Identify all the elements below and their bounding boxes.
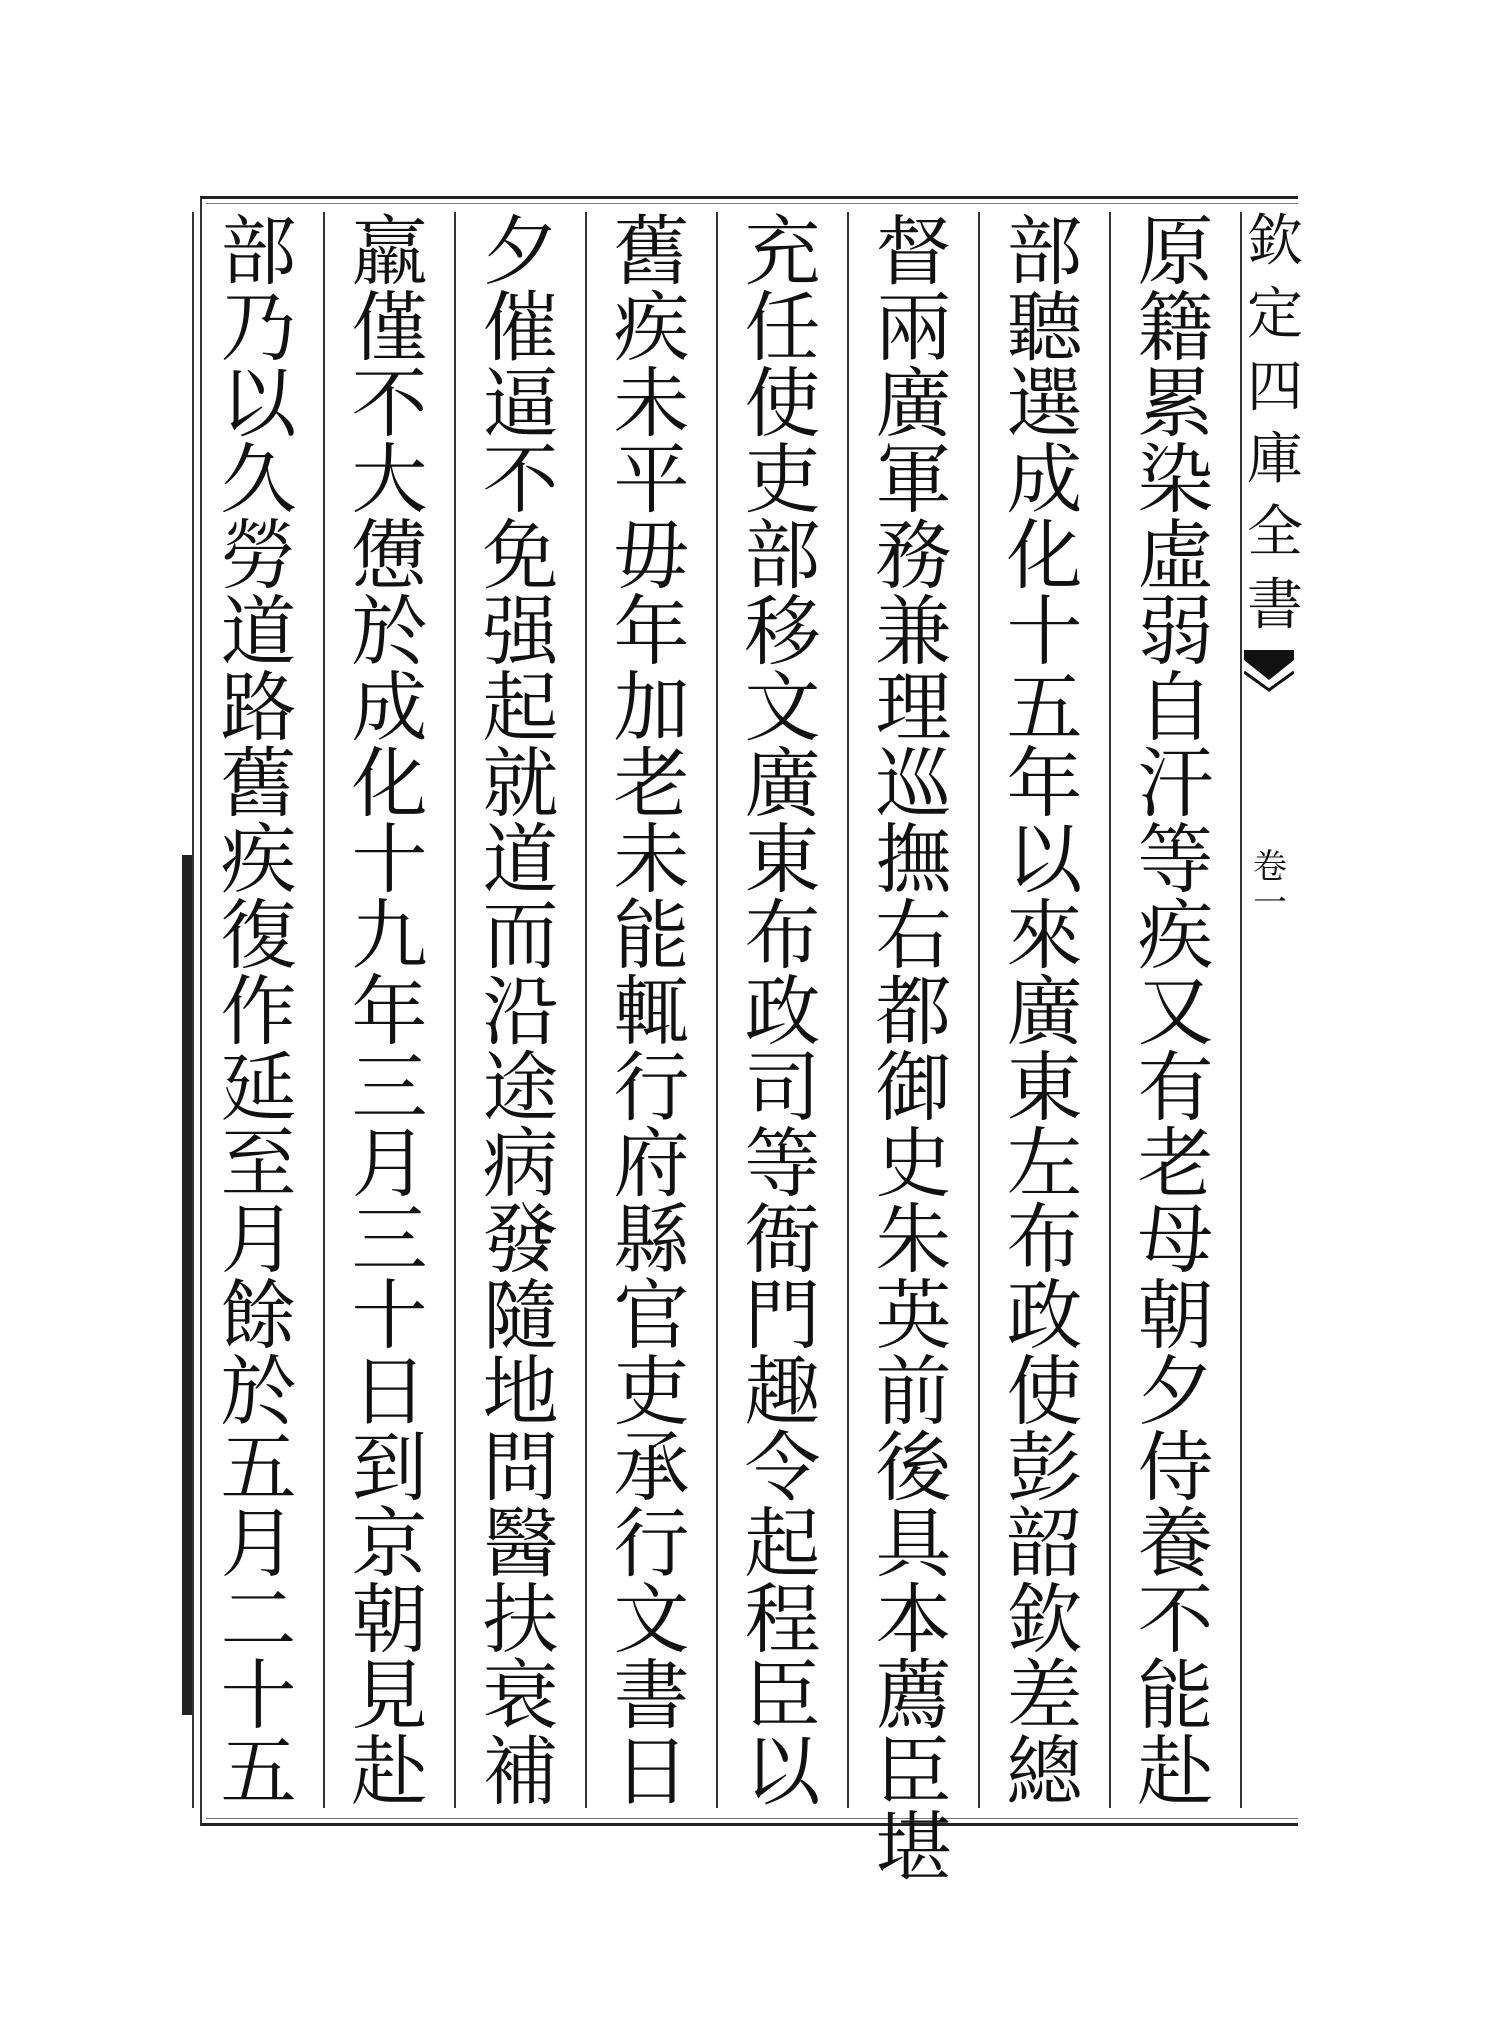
text-char: 大	[351, 435, 428, 524]
text-char: 未	[613, 815, 690, 904]
text-char: 五	[220, 1727, 297, 1816]
text-char: 於	[220, 1347, 297, 1436]
text-char: 都	[875, 967, 952, 1056]
text-char: 能	[613, 891, 690, 980]
text-char: 五	[1006, 663, 1083, 752]
text-char: 右	[875, 891, 952, 980]
text-char: 三	[351, 1043, 428, 1132]
text-char: 文	[613, 1575, 690, 1664]
text-char: 免	[482, 511, 559, 600]
text-char: 三	[351, 1195, 428, 1284]
text-char: 布	[744, 891, 821, 980]
column-rule	[1240, 212, 1242, 1808]
text-char: 弱	[1137, 587, 1214, 676]
text-char: 起	[744, 1499, 821, 1588]
text-char: 地	[482, 1347, 559, 1436]
text-char: 餘	[220, 1271, 297, 1360]
text-char: 等	[744, 1119, 821, 1208]
text-char: 成	[1006, 435, 1083, 524]
text-char: 月	[220, 1195, 297, 1284]
text-char: 疾	[613, 283, 690, 372]
text-char: 染	[1137, 435, 1214, 524]
text-char: 自	[1137, 663, 1214, 752]
text-char: 任	[744, 283, 821, 372]
text-column	[332, 207, 448, 1816]
text-char: 未	[613, 359, 690, 448]
text-char: 催	[482, 283, 559, 372]
text-char: 部	[220, 207, 297, 296]
text-char: 差	[1006, 1651, 1083, 1740]
text-char: 見	[351, 1651, 428, 1740]
text-char: 隨	[482, 1271, 559, 1360]
text-char: 赴	[1137, 1727, 1214, 1816]
juan-number	[1250, 847, 1290, 923]
text-char: 道	[482, 815, 559, 904]
text-column	[1118, 207, 1234, 1816]
text-char: 補	[482, 1727, 559, 1816]
text-char: 官	[613, 1271, 690, 1360]
text-char: 就	[482, 739, 559, 828]
text-char: 作	[220, 967, 297, 1056]
text-column	[463, 207, 579, 1816]
text-char: 門	[744, 1271, 821, 1360]
text-char: 御	[875, 1043, 952, 1132]
text-char: 汗	[1137, 739, 1214, 828]
text-char: 令	[744, 1423, 821, 1512]
text-char: 司	[744, 1043, 821, 1132]
text-char: 臣	[744, 1651, 821, 1740]
text-char: 前	[875, 1347, 952, 1436]
text-char: 僅	[351, 283, 428, 372]
column-rule	[978, 212, 980, 1808]
column-rule	[847, 212, 849, 1808]
text-char: 年	[351, 967, 428, 1056]
text-char: 彭	[1006, 1423, 1083, 1512]
text-char: 輒	[613, 967, 690, 1056]
text-char: 吏	[613, 1347, 690, 1436]
text-char: 久	[220, 435, 297, 524]
text-char: 不	[351, 359, 428, 448]
text-char: 臣	[875, 1727, 952, 1816]
text-char: 舊	[613, 207, 690, 296]
text-char: 籍	[1137, 283, 1214, 372]
text-char: 道	[220, 587, 297, 676]
text-char: 史	[875, 1119, 952, 1208]
text-column	[594, 207, 710, 1816]
text-char: 朱	[875, 1195, 952, 1284]
text-char: 能	[1137, 1651, 1214, 1740]
text-char: 而	[482, 891, 559, 980]
title-char: 全	[1247, 500, 1303, 566]
text-char: 憊	[351, 511, 428, 600]
text-char: 沿	[482, 967, 559, 1056]
text-char: 來	[1006, 891, 1083, 980]
text-char: 巡	[875, 739, 952, 828]
text-char: 侍	[1137, 1423, 1214, 1512]
title-char: 四	[1247, 354, 1303, 420]
text-char: 羸	[351, 207, 428, 296]
text-char: 京	[351, 1499, 428, 1588]
text-char: 東	[744, 815, 821, 904]
column-rule	[192, 212, 194, 1808]
juan-char: 一	[1253, 882, 1287, 923]
column-rule	[454, 212, 456, 1808]
text-char: 老	[1137, 1119, 1214, 1208]
text-column	[856, 207, 972, 1892]
text-char: 總	[1006, 1727, 1083, 1816]
text-char: 聽	[1006, 283, 1083, 372]
text-char: 不	[1137, 1575, 1214, 1664]
text-char: 平	[613, 435, 690, 524]
text-char: 逼	[482, 359, 559, 448]
text-char: 廣	[875, 359, 952, 448]
text-char: 廣	[744, 739, 821, 828]
column-rule	[585, 212, 587, 1808]
text-char: 朝	[1137, 1271, 1214, 1360]
text-char: 理	[875, 663, 952, 752]
text-char: 毋	[613, 511, 690, 600]
text-char: 朝	[351, 1575, 428, 1664]
text-char: 衰	[482, 1651, 559, 1740]
text-char: 累	[1137, 359, 1214, 448]
text-char: 布	[1006, 1195, 1083, 1284]
text-char: 軍	[875, 435, 952, 524]
text-char: 老	[613, 739, 690, 828]
text-char: 縣	[613, 1195, 690, 1284]
text-char: 病	[482, 1119, 559, 1208]
text-char: 疾	[220, 815, 297, 904]
text-char: 後	[875, 1423, 952, 1512]
text-char: 養	[1137, 1499, 1214, 1588]
text-char: 十	[1006, 587, 1083, 676]
text-char: 於	[351, 587, 428, 676]
text-column	[725, 207, 841, 1816]
text-char: 移	[744, 587, 821, 676]
text-char: 政	[744, 967, 821, 1056]
text-char: 乃	[220, 283, 297, 372]
text-char: 母	[1137, 1195, 1214, 1284]
text-char: 勞	[220, 511, 297, 600]
text-char: 九	[351, 891, 428, 980]
text-char: 舊	[220, 739, 297, 828]
text-char: 堪	[875, 1803, 952, 1892]
text-char: 使	[1006, 1347, 1083, 1436]
text-char: 具	[875, 1499, 952, 1588]
text-char: 到	[351, 1423, 428, 1512]
text-char: 扶	[482, 1575, 559, 1664]
text-column	[201, 207, 317, 1816]
text-char: 以	[1006, 815, 1083, 904]
fish-tail-mark-icon	[1244, 650, 1294, 700]
text-char: 充	[744, 207, 821, 296]
text-char: 月	[220, 1499, 297, 1588]
text-char: 加	[613, 663, 690, 752]
text-char: 左	[1006, 1119, 1083, 1208]
text-column	[987, 207, 1103, 1816]
text-char: 二	[220, 1575, 297, 1664]
text-char: 務	[875, 511, 952, 600]
text-char: 疾	[1137, 891, 1214, 980]
text-char: 赴	[351, 1727, 428, 1816]
text-char: 復	[220, 891, 297, 980]
text-char: 政	[1006, 1271, 1083, 1360]
text-char: 發	[482, 1195, 559, 1284]
text-char: 虛	[1137, 511, 1214, 600]
book-title	[1245, 209, 1305, 638]
text-char: 薦	[875, 1651, 952, 1740]
text-char: 延	[220, 1043, 297, 1132]
title-char: 書	[1247, 572, 1303, 638]
text-char: 途	[482, 1043, 559, 1132]
title-char: 定	[1247, 281, 1303, 347]
text-char: 有	[1137, 1043, 1214, 1132]
margin-bar	[182, 855, 192, 1715]
text-char: 年	[1006, 739, 1083, 828]
text-char: 年	[613, 587, 690, 676]
text-char: 夕	[482, 207, 559, 296]
text-char: 夕	[1137, 1347, 1214, 1436]
title-char: 庫	[1247, 427, 1303, 493]
text-char: 路	[220, 663, 297, 752]
text-char: 衙	[744, 1195, 821, 1284]
text-char: 兼	[875, 587, 952, 676]
column-rule	[323, 212, 325, 1808]
text-char: 醫	[482, 1499, 559, 1588]
text-char: 成	[351, 663, 428, 752]
text-char: 月	[351, 1119, 428, 1208]
text-char: 使	[744, 359, 821, 448]
text-char: 撫	[875, 815, 952, 904]
text-char: 承	[613, 1423, 690, 1512]
text-char: 原	[1137, 207, 1214, 296]
text-char: 東	[1006, 1043, 1083, 1132]
text-char: 行	[613, 1499, 690, 1588]
text-char: 本	[875, 1575, 952, 1664]
text-char: 選	[1006, 359, 1083, 448]
text-char: 又	[1137, 967, 1214, 1056]
text-char: 行	[613, 1043, 690, 1132]
juan-char: 卷	[1253, 847, 1287, 887]
text-char: 起	[482, 663, 559, 752]
text-char: 督	[875, 207, 952, 296]
text-char: 至	[220, 1119, 297, 1208]
text-char: 不	[482, 435, 559, 524]
text-char: 韶	[1006, 1499, 1083, 1588]
text-char: 以	[744, 1727, 821, 1816]
text-char: 日	[351, 1347, 428, 1436]
text-char: 問	[482, 1423, 559, 1512]
text-char: 兩	[875, 283, 952, 372]
text-char: 部	[1006, 207, 1083, 296]
text-char: 十	[351, 1271, 428, 1360]
column-rule	[1109, 212, 1111, 1808]
text-char: 十	[351, 815, 428, 904]
text-char: 書	[613, 1651, 690, 1740]
text-char: 强	[482, 587, 559, 676]
text-char: 五	[220, 1423, 297, 1512]
text-char: 化	[351, 739, 428, 828]
title-char: 欽	[1247, 209, 1303, 274]
text-char: 趣	[744, 1347, 821, 1436]
text-char: 吏	[744, 435, 821, 524]
text-char: 英	[875, 1271, 952, 1360]
text-char: 部	[744, 511, 821, 600]
text-char: 十	[220, 1651, 297, 1740]
text-char: 化	[1006, 511, 1083, 600]
text-char: 廣	[1006, 967, 1083, 1056]
text-char: 欽	[1006, 1575, 1083, 1664]
text-char: 府	[613, 1119, 690, 1208]
column-rule	[716, 212, 718, 1808]
text-char: 程	[744, 1575, 821, 1664]
text-char: 以	[220, 359, 297, 448]
text-char: 等	[1137, 815, 1214, 904]
text-char: 日	[613, 1727, 690, 1816]
text-char: 文	[744, 663, 821, 752]
